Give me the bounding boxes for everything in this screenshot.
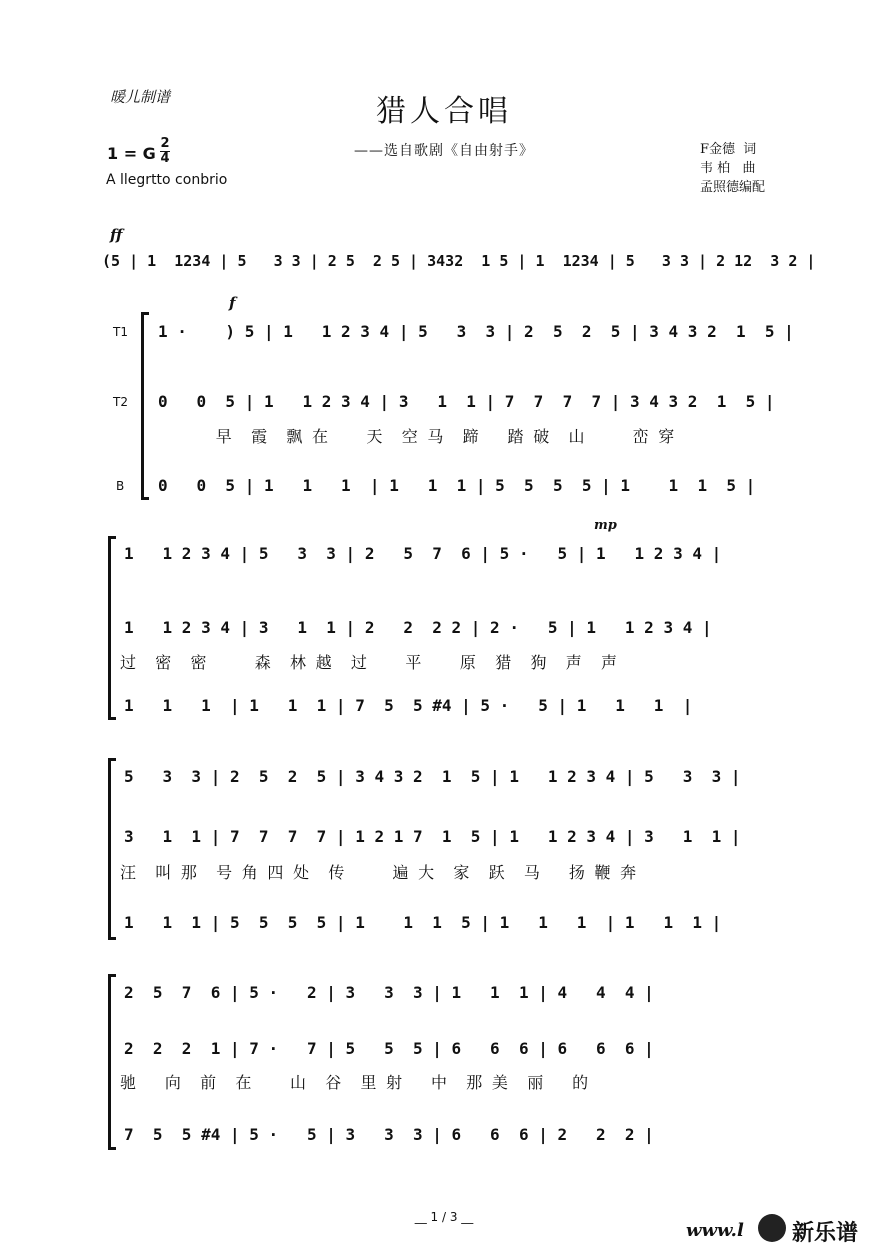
system3-lyrics: 汪 叫 那 号 角 四 处 传 遍 大 家 跃 马 扬 鞭 奔 xyxy=(120,863,637,882)
system-bracket-4 xyxy=(108,974,111,1150)
part-label-b: B xyxy=(116,479,125,493)
intro-line: (5 | 1 1234 | 5 3 3 | 2 5 2 5 | 3432 1 5 | 1 1234 | 5 3 3 | 2 12 3 2 | xyxy=(102,252,816,270)
vinyl-record-icon xyxy=(758,1214,786,1242)
system3-t2: 3 1 1 | 7 7 7 7 | 1 2 1 7 1 5 | 1 1 2 3 4 | 3 1 1 | xyxy=(124,827,741,846)
time-top: 2 xyxy=(160,136,170,151)
part-label-t2: T2 xyxy=(113,395,128,409)
system2-t2: 1 1 2 3 4 | 3 1 1 | 2 2 2 2 | 2 · 5 | 1 1 2 3 4 | xyxy=(124,618,712,637)
arranger-credit: 暖儿制谱 xyxy=(110,88,171,106)
time-signature xyxy=(160,138,170,165)
system2-lyrics: 过 密 密 森 林 越 过 平 原 猎 狗 声 声 xyxy=(120,653,617,672)
system4-lyrics: 驰 向 前 在 山 谷 里 射 中 那 美 丽 的 xyxy=(120,1073,589,1092)
system3-b: 1 1 1 | 5 5 5 5 | 1 1 1 5 | 1 1 1 | 1 1 1 | xyxy=(124,913,722,932)
system-bracket-2 xyxy=(108,536,111,720)
system1-b: 0 0 5 | 1 1 1 | 1 1 1 | 5 5 5 5 | 1 1 1 5 | xyxy=(158,476,756,495)
dynamic-mp: mp xyxy=(594,518,617,533)
system1-t1: 1 · ) 5 | 1 1 2 3 4 | 5 3 3 | 2 5 2 5 | 3 4 3 2 1 5 | xyxy=(158,322,794,341)
key-signature: 1 = G xyxy=(107,144,156,163)
part-label-t1: T1 xyxy=(113,325,128,339)
credit-composer: 韦 柏 曲 xyxy=(700,161,756,176)
system1-t2: 0 0 5 | 1 1 2 3 4 | 3 1 1 | 7 7 7 7 | 3 4 3 2 1 5 | xyxy=(158,392,775,411)
system4-b: 7 5 5 #4 | 5 · 5 | 3 3 3 | 6 6 6 | 2 2 2 | xyxy=(124,1125,654,1144)
page-title: 猎人合唱 xyxy=(376,94,512,129)
system-bracket-1 xyxy=(141,312,144,500)
credits xyxy=(700,140,765,197)
credit-arranger: 孟照德编配 xyxy=(700,180,766,195)
dynamic-f: f xyxy=(229,294,236,312)
tempo-marking: A llegrtto conbrio xyxy=(106,172,228,188)
subtitle: ——选自歌剧《自由射手》 xyxy=(354,143,534,159)
page-number: __ 1 / 3 __ xyxy=(414,1210,474,1224)
system1-lyrics: 早 霞 飘 在 天 空 马 蹄 踏 破 山 峦 穿 xyxy=(158,427,675,446)
system2-b: 1 1 1 | 1 1 1 | 7 5 5 #4 | 5 · 5 | 1 1 1 | xyxy=(124,696,693,715)
watermark-url: www.l xyxy=(686,1220,744,1241)
time-bottom: 4 xyxy=(160,151,170,166)
watermark-brand: 新乐谱 xyxy=(792,1221,859,1246)
dynamic-ff: ff xyxy=(110,226,123,244)
system3-t1: 5 3 3 | 2 5 2 5 | 3 4 3 2 1 5 | 1 1 2 3 4 | 5 3 3 | xyxy=(124,767,741,786)
system4-t1: 2 5 7 6 | 5 · 2 | 3 3 3 | 1 1 1 | 4 4 4 | xyxy=(124,983,654,1002)
system4-t2: 2 2 2 1 | 7 · 7 | 5 5 5 | 6 6 6 | 6 6 6 | xyxy=(124,1039,654,1058)
system-bracket-3 xyxy=(108,758,111,940)
system2-t1: 1 1 2 3 4 | 5 3 3 | 2 5 7 6 | 5 · 5 | 1 1 2 3 4 | xyxy=(124,544,722,563)
credit-lyricist: F金德 词 xyxy=(700,142,757,157)
